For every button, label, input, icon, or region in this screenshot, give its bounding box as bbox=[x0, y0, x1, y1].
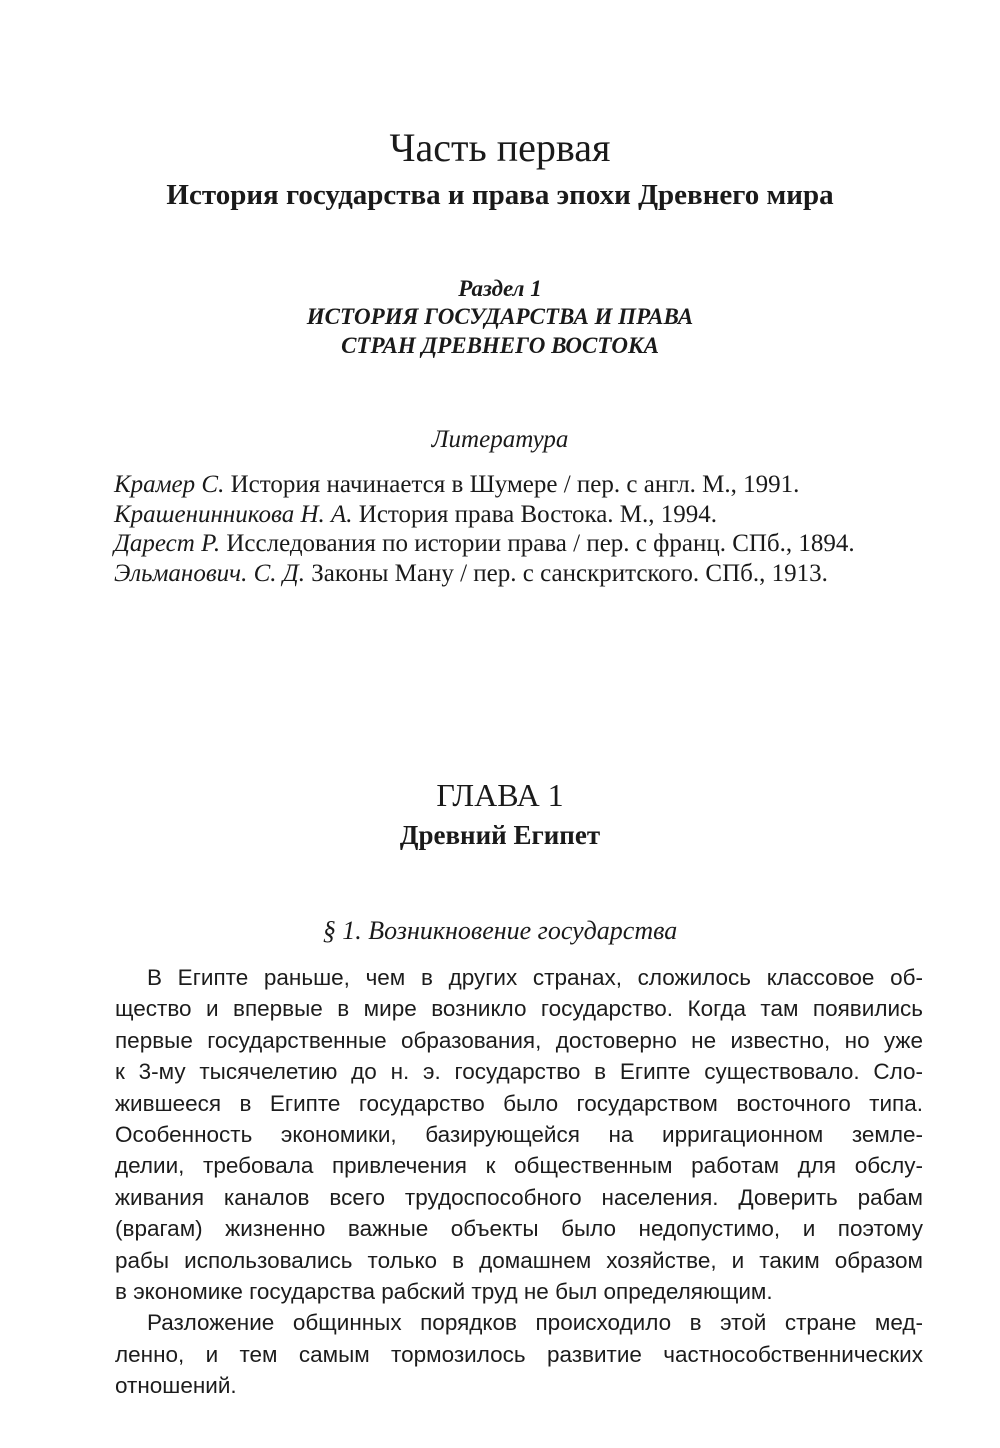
bibliography-entry bbox=[114, 500, 954, 530]
bibliography-entry bbox=[114, 559, 954, 589]
chapter-label: ГЛАВА 1 bbox=[436, 777, 564, 813]
bibliography-list bbox=[114, 470, 954, 588]
chapter-title: Древний Египет bbox=[399, 820, 601, 850]
body-line: щество и впервые в мире возникло государство. Когда там появились bbox=[115, 996, 923, 1022]
body-line: Разложение общинных порядков происходило в этой стране мед- bbox=[147, 1310, 923, 1336]
bibliography-text: История права Востока. М., 1994. bbox=[352, 500, 718, 528]
body-line: Особенность экономики, базирующейся на ирригационном земле- bbox=[115, 1122, 923, 1148]
paragraph-heading: § 1. Возникновение государства bbox=[322, 916, 678, 945]
section-label: Раздел 1 bbox=[458, 276, 542, 301]
body-line: делии, требовала привлечения к общественным работам для обслу- bbox=[115, 1153, 923, 1179]
section-title-line: СТРАН ДРЕВНЕГО ВОСТОКА bbox=[341, 333, 659, 358]
bibliography-author: Крамер С. bbox=[114, 471, 225, 498]
bibliography-author: Дарест Р. bbox=[114, 530, 221, 557]
body-line: рабы использовались только в домашнем хозяйстве, и таким образом bbox=[115, 1247, 923, 1273]
body-line: жившееся в Египте государство было государством восточного типа. bbox=[115, 1090, 923, 1116]
body-line: В Египте раньше, чем в других странах, сложилось классовое об- bbox=[147, 965, 923, 990]
body-line: к 3-му тысячелетию до н. э. государство в Египте существовало. Сло- bbox=[115, 1059, 923, 1085]
body-line: (врагам) жизненно важные объекты было недопустимо, и поэтому bbox=[115, 1216, 923, 1242]
bibliography-author: Эльманович. С. Д. bbox=[114, 559, 305, 587]
bibliography-text: История начинается в Шумере / пер. с англ. М., 1991. bbox=[224, 471, 800, 498]
body-text bbox=[115, 962, 923, 1402]
body-line: ленно, и тем самым тормозилось развитие частнособственнических bbox=[115, 1341, 923, 1367]
bibliography-author: Крашенинникова Н. А. bbox=[114, 500, 353, 528]
body-line: в экономике государства рабский труд не был определяющим. bbox=[115, 1279, 773, 1305]
body-line: отношений. bbox=[115, 1373, 237, 1399]
body-line: первые государственные образования, достоверно не известно, но уже bbox=[115, 1027, 923, 1053]
section-title bbox=[0, 302, 1000, 360]
section-title-line: ИСТОРИЯ ГОСУДАРСТВА И ПРАВА bbox=[306, 304, 694, 329]
bibliography-text: Исследования по истории права / пер. с франц. СПб., 1894. bbox=[220, 530, 855, 557]
body-line: живания каналов всего трудоспособного населения. Доверить рабам bbox=[115, 1184, 923, 1210]
bibliography-text: Законы Ману / пер. с санскритского. СПб., 1913. bbox=[304, 559, 828, 587]
bibliography-entry bbox=[114, 529, 954, 559]
bibliography-entry bbox=[114, 470, 954, 500]
literature-heading: Литература bbox=[431, 426, 569, 453]
part-subtitle: История государства и права эпохи Древнего мира bbox=[166, 179, 834, 211]
part-title: Часть первая bbox=[389, 125, 611, 170]
